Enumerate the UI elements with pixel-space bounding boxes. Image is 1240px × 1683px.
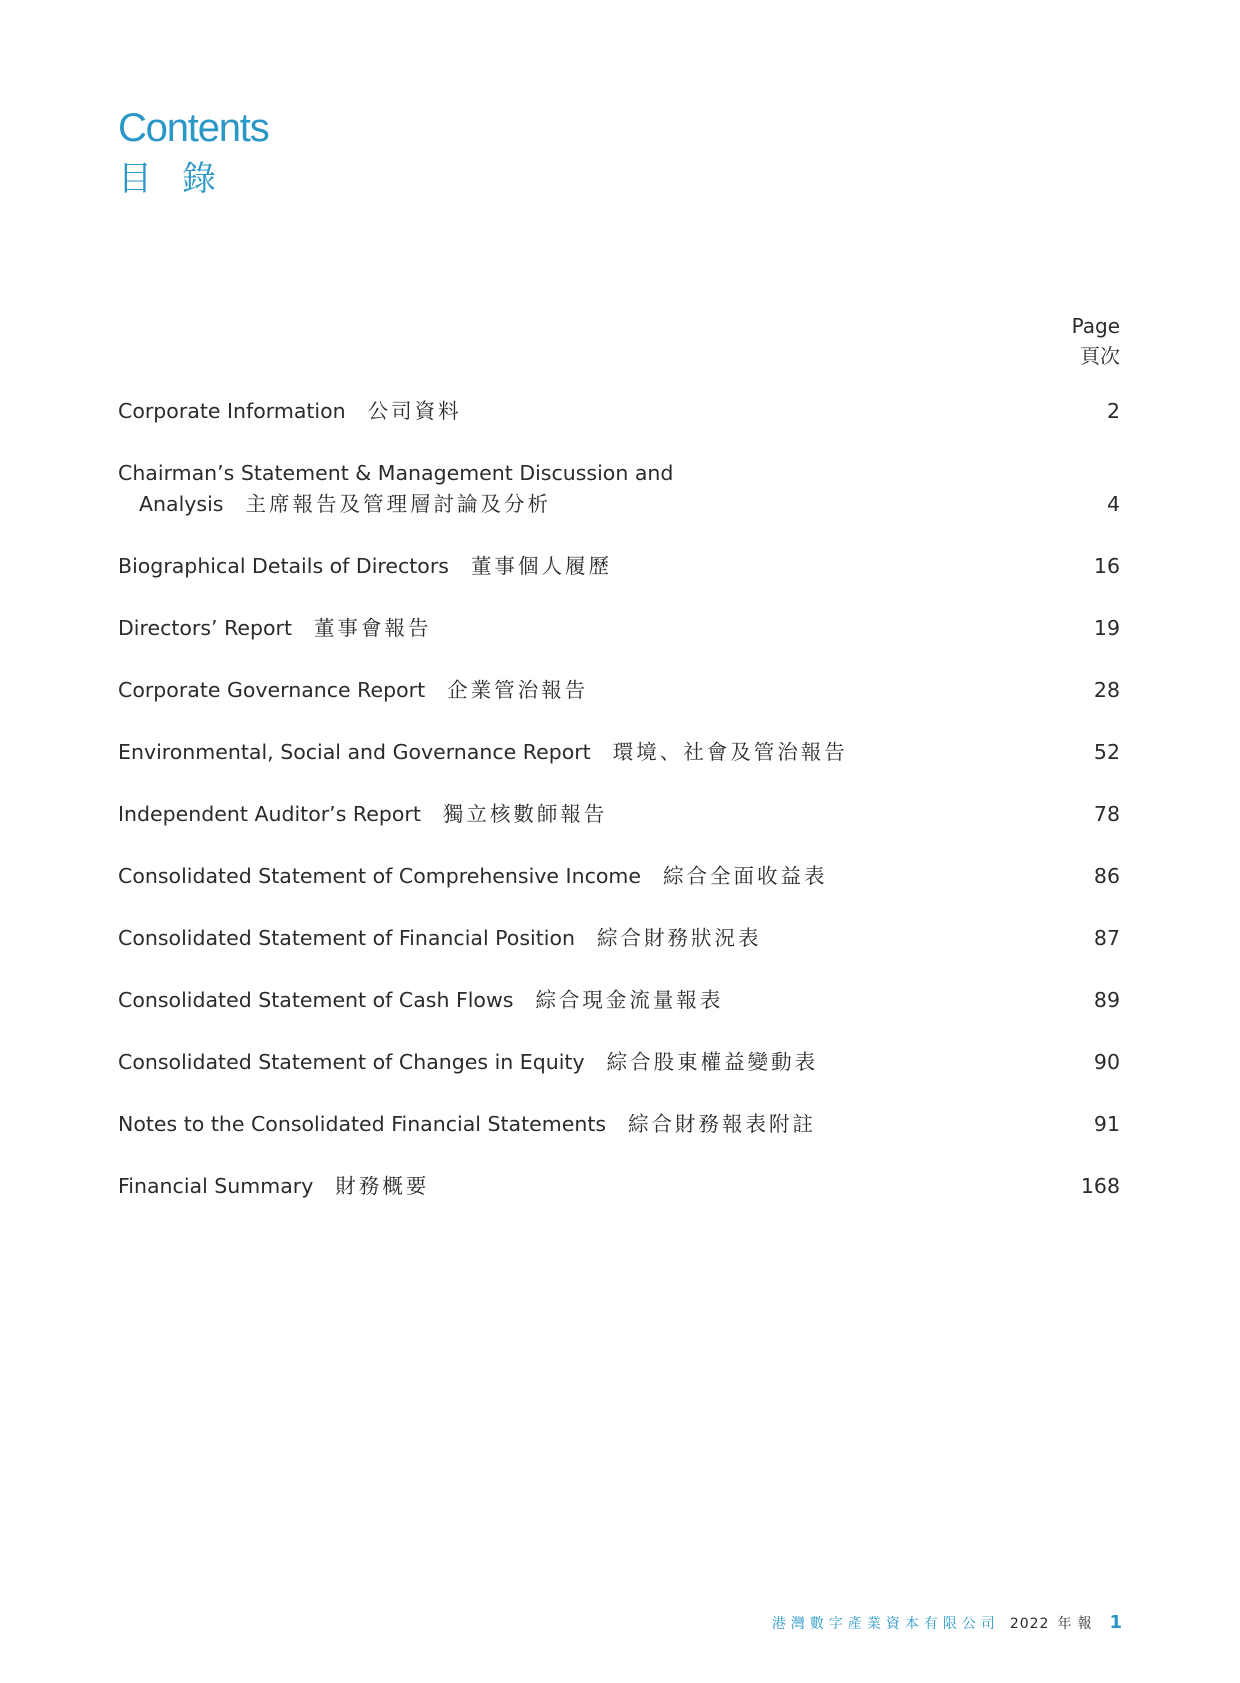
toc-title-en-continued: Analysis bbox=[139, 492, 224, 516]
toc-entry-directors-report[interactable] bbox=[118, 613, 1120, 644]
toc-entry-chairmans-statement[interactable] bbox=[118, 458, 1120, 520]
page-label-zh: 頁次 bbox=[1080, 344, 1120, 368]
toc-title-zh: 主席報告及管理層討論及分析 bbox=[245, 492, 551, 516]
toc-entry-changes-in-equity[interactable] bbox=[118, 1047, 1120, 1078]
footer-annual-report: 年報 bbox=[1057, 1616, 1098, 1632]
toc-page-number: 168 bbox=[1080, 1174, 1120, 1198]
toc-title-zh: 綜合股東權益變動表 bbox=[606, 1050, 819, 1074]
toc-page-number: 86 bbox=[1093, 864, 1120, 888]
toc-title-en: Biographical Details of Directors bbox=[118, 554, 449, 578]
toc-page-number: 19 bbox=[1093, 616, 1120, 640]
toc-page-number: 4 bbox=[1106, 492, 1120, 516]
toc-title-en: Consolidated Statement of Changes in Equity bbox=[118, 1050, 585, 1074]
toc-entry-financial-position[interactable] bbox=[118, 923, 1120, 954]
toc-page-number: 90 bbox=[1093, 1050, 1120, 1074]
page-column-header bbox=[1072, 311, 1120, 371]
toc-page-number: 87 bbox=[1093, 926, 1120, 950]
toc-page-number: 78 bbox=[1093, 802, 1120, 826]
table-of-contents bbox=[118, 396, 1120, 1202]
toc-title-zh: 獨立核數師報告 bbox=[442, 802, 608, 826]
toc-entry-financial-summary[interactable] bbox=[118, 1171, 1120, 1202]
footer-page-number: 1 bbox=[1109, 1612, 1122, 1633]
page-footer bbox=[772, 1613, 1122, 1634]
toc-entry-biographical-details[interactable] bbox=[118, 551, 1120, 582]
toc-title-zh: 環境、社會及管治報告 bbox=[612, 740, 848, 764]
toc-title-en: Consolidated Statement of Financial Position bbox=[118, 926, 575, 950]
page-title: Contents bbox=[118, 106, 269, 150]
page-title-chinese: 目錄 bbox=[118, 159, 246, 199]
footer-year: 2022 bbox=[1009, 1616, 1050, 1632]
title-block bbox=[118, 106, 269, 199]
toc-title-en: Independent Auditor’s Report bbox=[118, 802, 421, 826]
toc-page-number: 16 bbox=[1093, 554, 1120, 578]
toc-page-number: 2 bbox=[1106, 399, 1120, 423]
toc-title-zh: 公司資料 bbox=[367, 399, 462, 423]
footer-company-name: 港灣數字產業資本有限公司 bbox=[771, 1616, 1000, 1632]
toc-title-zh: 綜合現金流量報表 bbox=[535, 988, 724, 1012]
toc-title-zh: 董事會報告 bbox=[314, 616, 432, 640]
toc-entry-corporate-information[interactable] bbox=[118, 396, 1120, 427]
toc-entry-notes[interactable] bbox=[118, 1109, 1120, 1140]
toc-entry-corporate-governance[interactable] bbox=[118, 675, 1120, 706]
toc-page-number: 89 bbox=[1093, 988, 1120, 1012]
toc-title-zh: 企業管治報告 bbox=[447, 678, 589, 702]
toc-title-en: Notes to the Consolidated Financial Statements bbox=[118, 1112, 607, 1136]
toc-page-number: 52 bbox=[1093, 740, 1120, 764]
toc-entry-cash-flows[interactable] bbox=[118, 985, 1120, 1016]
toc-title-zh: 董事個人履歷 bbox=[470, 554, 612, 578]
toc-entry-auditors-report[interactable] bbox=[118, 799, 1120, 830]
toc-title-en: Consolidated Statement of Cash Flows bbox=[118, 988, 514, 1012]
toc-title-zh: 綜合財務狀況表 bbox=[597, 926, 762, 950]
toc-title-en: Chairman’s Statement & Management Discussion and bbox=[118, 461, 674, 485]
toc-title-zh: 財務概要 bbox=[335, 1174, 430, 1198]
toc-title-en: Directors’ Report bbox=[118, 616, 293, 640]
toc-title-en: Consolidated Statement of Comprehensive Income bbox=[118, 864, 641, 888]
toc-entry-comprehensive-income[interactable] bbox=[118, 861, 1120, 892]
toc-entry-esg-report[interactable] bbox=[118, 737, 1120, 768]
toc-title-en: Corporate Governance Report bbox=[118, 678, 426, 702]
toc-page-number: 28 bbox=[1093, 678, 1120, 702]
toc-title-zh: 綜合財務報表附註 bbox=[628, 1112, 817, 1136]
toc-title-en: Environmental, Social and Governance Report bbox=[118, 740, 591, 764]
toc-title-en: Corporate Information bbox=[118, 399, 346, 423]
toc-page-number: 91 bbox=[1093, 1112, 1120, 1136]
page-label-en: Page bbox=[1071, 314, 1120, 338]
toc-title-en: Financial Summary bbox=[118, 1174, 314, 1198]
toc-title-zh: 綜合全面收益表 bbox=[662, 864, 828, 888]
